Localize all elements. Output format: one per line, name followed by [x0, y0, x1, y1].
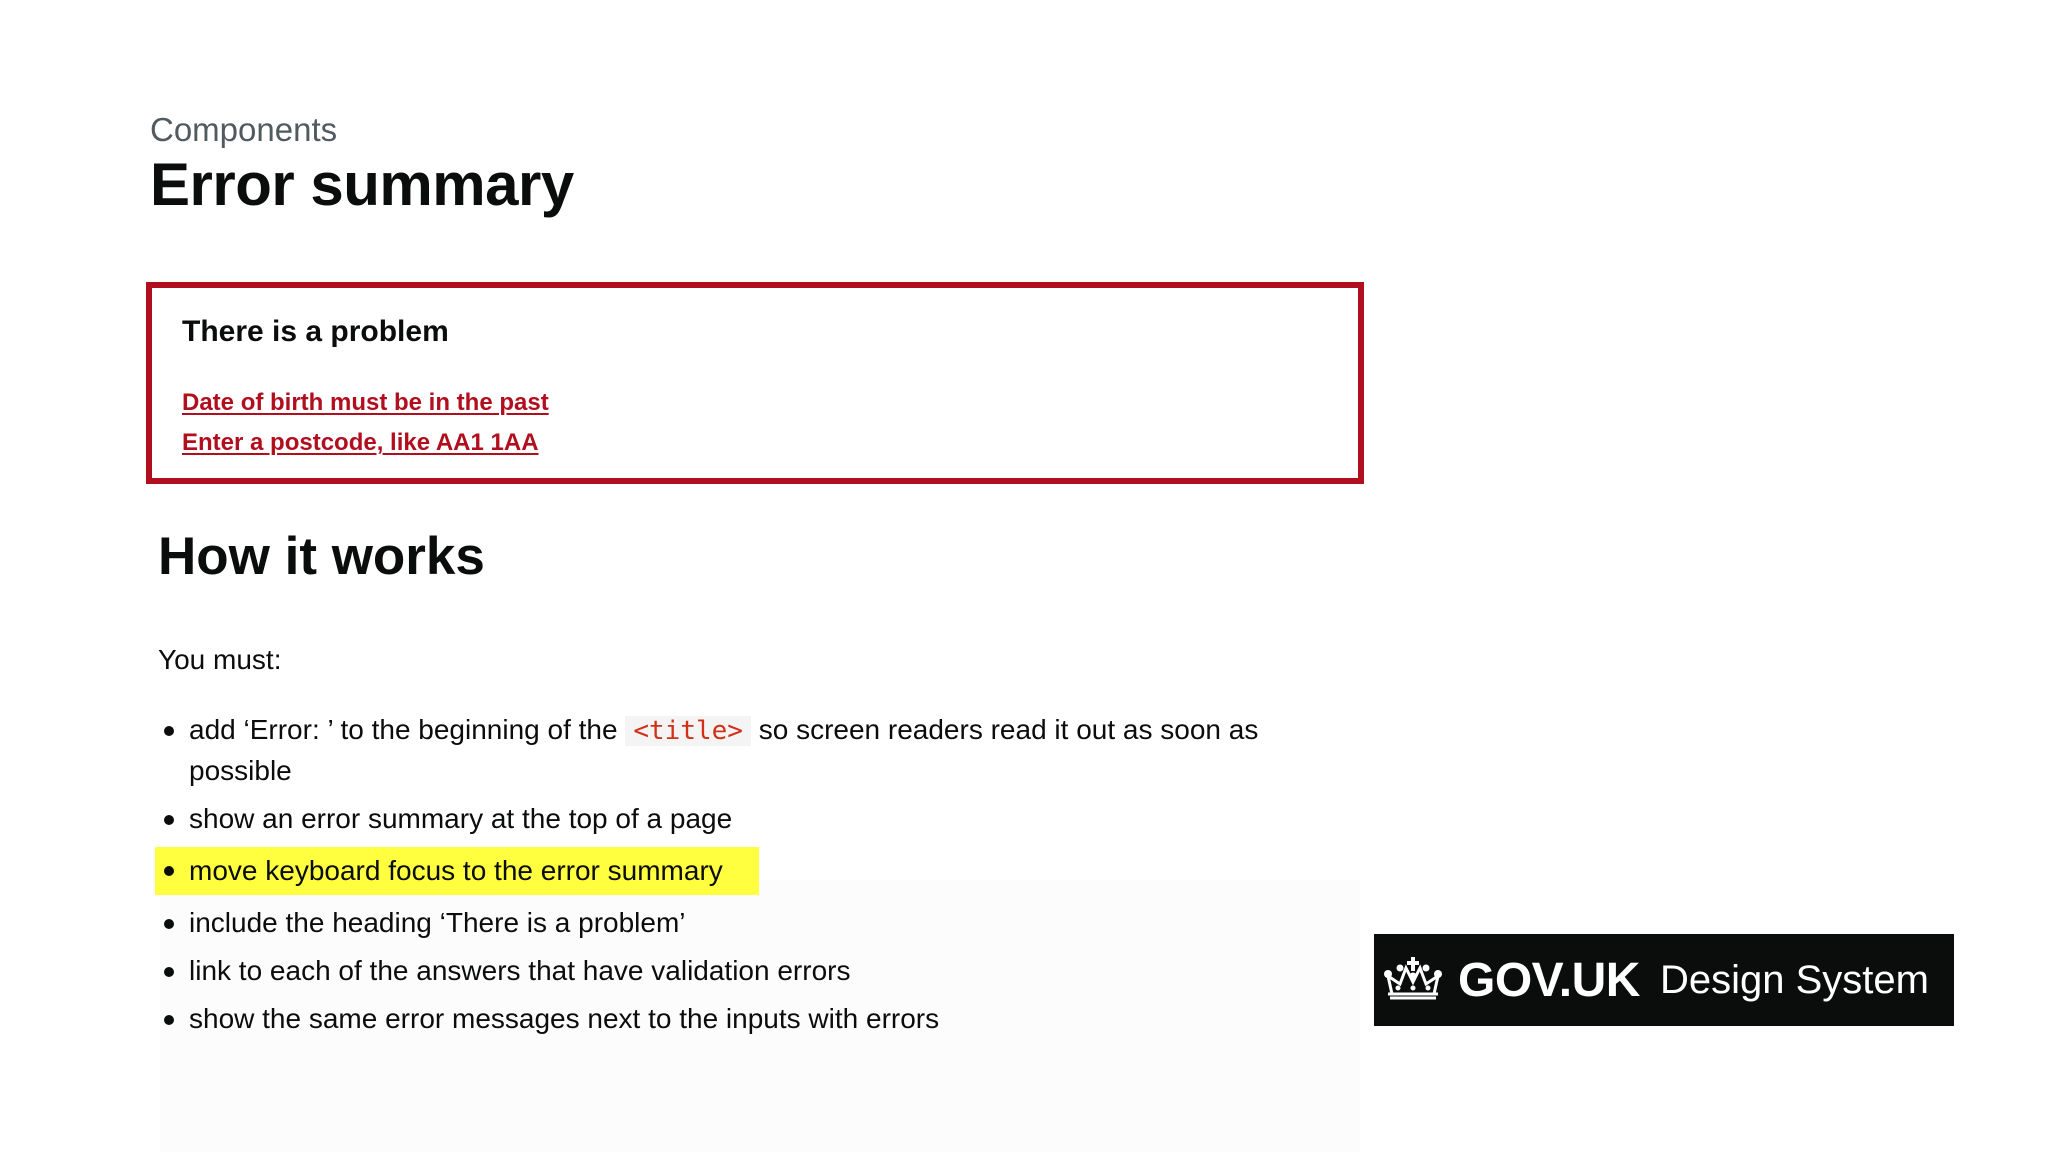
list-item-text: move keyboard focus to the error summary [189, 855, 723, 886]
bullet-icon [164, 815, 174, 825]
error-summary [146, 282, 1364, 484]
error-list-item [182, 383, 549, 423]
error-link-postcode[interactable]: Enter a postcode, like AA1 1AA [182, 429, 539, 456]
intro-text: You must: [158, 644, 282, 675]
list-item-text: so screen readers read it out as soon as possible [189, 714, 1259, 786]
list-item-text: show an error summary at the top of a page [189, 803, 733, 834]
requirements-list [158, 710, 1318, 1047]
code-snippet: <title> [625, 716, 751, 746]
product-name: Design System [1659, 957, 1929, 1002]
bullet-icon [164, 726, 174, 736]
list-item [158, 799, 1318, 839]
list-item-text: add ‘Error: ’ to the beginning of the [189, 714, 626, 745]
bullet-icon [164, 919, 174, 929]
bullet-icon [164, 967, 174, 977]
govuk-design-system-logo [1374, 934, 1954, 1026]
bullet-icon [164, 1015, 174, 1025]
list-item-text: show the same error messages next to the inputs with errors [189, 1003, 940, 1034]
error-link-date-of-birth[interactable]: Date of birth must be in the past [182, 389, 549, 416]
page-title: Error summary [150, 151, 574, 218]
list-item [158, 951, 1318, 991]
list-item-text: include the heading ‘There is a problem’ [189, 907, 686, 938]
list-item [158, 710, 1318, 791]
page-caption: Components [150, 111, 338, 148]
list-item [158, 999, 1318, 1039]
bullet-icon [164, 866, 174, 876]
section-heading: How it works [158, 527, 485, 586]
error-summary-title: There is a problem [182, 315, 449, 348]
list-item [158, 903, 1318, 943]
crown-icon [1380, 954, 1446, 1006]
list-item-highlighted [155, 847, 759, 895]
brand-name: GOV.UK [1458, 953, 1640, 1007]
list-item-text: link to each of the answers that have validation errors [189, 955, 851, 986]
error-list-item [182, 423, 549, 463]
error-summary-list [182, 383, 549, 463]
